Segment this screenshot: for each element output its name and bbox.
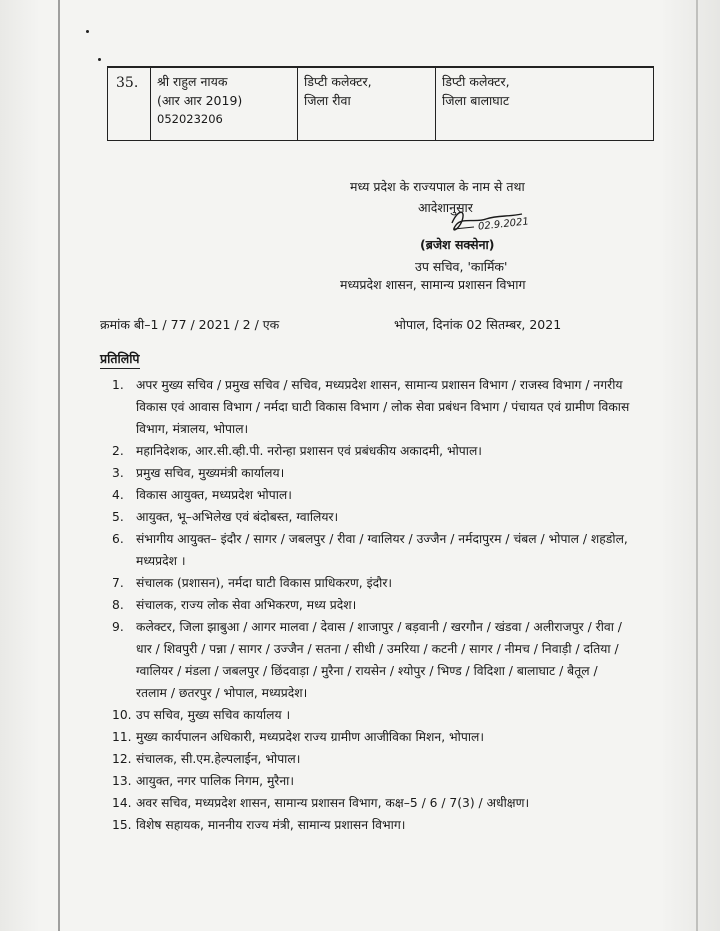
list-item-text: अवर सचिव, मध्यप्रदेश शासन, सामान्य प्रशासन विभाग, कक्ष–5 / 6 / 7(3) / अधीक्षण। [136, 796, 530, 810]
list-item [112, 814, 632, 836]
list-item-text: आयुक्त, नगर पालिक निगम, मुरैना। [136, 774, 295, 788]
list-item-number: 3. [112, 466, 124, 480]
list-item-number: 14. [112, 796, 132, 810]
list-item-number: 13. [112, 774, 132, 788]
list-item-number: 1. [112, 378, 124, 392]
list-item-number: 8. [112, 598, 124, 612]
list-item [112, 704, 632, 726]
list-item [112, 616, 632, 704]
order-number: क्रमांक बी–1 / 77 / 2021 / 2 / एक [100, 317, 280, 332]
list-item-text: महानिदेशक, आर.सी.व्ही.पी. नरोन्हा प्रशासन एवं प्रबंधकीय अकादमी, भोपाल। [136, 444, 482, 458]
list-item-text: संचालक (प्रशासन), नर्मदा घाटी विकास प्राधिकरण, इंदौर। [136, 576, 393, 590]
list-item [112, 572, 632, 594]
signatory-department: मध्यप्रदेश शासन, सामान्य प्रशासन विभाग [340, 277, 526, 292]
list-item-number: 4. [112, 488, 124, 502]
scan-border-left [58, 0, 60, 931]
list-item-text: उप सचिव, मुख्य सचिव कार्यालय । [136, 708, 291, 722]
list-item-number: 7. [112, 576, 124, 590]
list-item-text: अपर मुख्य सचिव / प्रमुख सचिव / सचिव, मध्यप्रदेश शासन, सामान्य प्रशासन विभाग / राजस्व विभाग / नगरीय विकास एवं आवास विभाग / नर्मदा घाटी विकास विभाग / लोक सेवा प्रबंधन विभाग / पंचायत एवं ग्रामीण विकास विभाग, मंत्रालय, भोपाल। [136, 378, 630, 436]
signatory-name: (ब्रजेश सक्सेना) [420, 237, 495, 252]
list-item-text: विशेष सहायक, माननीय राज्य मंत्री, सामान्य प्रशासन विभाग। [136, 818, 406, 832]
list-item-number: 11. [112, 730, 132, 744]
list-item-text: प्रमुख सचिव, मुख्यमंत्री कार्यालय। [136, 466, 285, 480]
list-item-number: 6. [112, 532, 124, 546]
list-item-number: 12. [112, 752, 132, 766]
scan-border-right [696, 0, 698, 931]
list-item-text: संचालक, सी.एम.हेल्पलाईन, भोपाल। [136, 752, 301, 766]
list-item-text: संभागीय आयुक्त– इंदौर / सागर / जबलपुर / रीवा / ग्वालियर / उज्जैन / नर्मदापुरम / चंबल / भोपाल / शहडोल, मध्यप्रदेश । [136, 532, 628, 568]
transfer-table-row [107, 66, 654, 141]
current-district: जिला रीवा [304, 93, 351, 108]
authority-line: मध्य प्रदेश के राज्यपाल के नाम से तथा [350, 179, 525, 194]
list-item [112, 506, 632, 528]
new-post: डिप्टी कलेक्टर, [442, 74, 510, 89]
copy-to-list [112, 374, 632, 836]
signature-date: 02.9.2021 [477, 216, 530, 233]
scan-speck [86, 30, 89, 33]
place-date: भोपाल, दिनांक 02 सितम्बर, 2021 [394, 317, 562, 332]
list-item-text: कलेक्टर, जिला झाबुआ / आगर मालवा / देवास / शाजापुर / बड़वानी / खरगौन / खंडवा / अलीराजपुर / रीवा / धार / शिवपुरी / पन्ना / सागर / उज्जैन / सतना / सीधी / उमरिया / कटनी / सागर / नीमच / निवाड़ी / दतिया / ग्वालियर / मंडला / जबलपुर / छिंदवाड़ा / मुरैना / रायसेन / श्योपुर / भिण्ड / विदिशा / बालाघाट / बैतूल / रतलाम / छतरपुर / भोपाल, मध्यप्रदेश। [136, 620, 622, 700]
list-item [112, 528, 632, 572]
current-posting-cell [297, 68, 435, 140]
list-item-number: 5. [112, 510, 124, 524]
new-posting-cell [435, 68, 653, 140]
list-item-number: 2. [112, 444, 124, 458]
serial-number: 35. [116, 75, 139, 91]
copy-to-heading: प्रतिलिपि [100, 351, 140, 366]
list-item [112, 484, 632, 506]
new-district: जिला बालाघाट [442, 93, 510, 108]
list-item [112, 594, 632, 616]
list-item-text: मुख्य कार्यपालन अधिकारी, मध्यप्रदेश राज्य ग्रामीण आजीविका मिशन, भोपाल। [136, 730, 485, 744]
list-item [112, 374, 632, 440]
order-line: आदेशानुसार [418, 200, 473, 215]
list-item-text: संचालक, राज्य लोक सेवा अभिकरण, मध्य प्रदेश। [136, 598, 357, 612]
officer-batch: (आर आर 2019) [157, 93, 243, 108]
list-item-text: विकास आयुक्त, मध्यप्रदेश भोपाल। [136, 488, 292, 502]
list-item-number: 9. [112, 620, 124, 634]
list-item [112, 462, 632, 484]
list-item [112, 770, 632, 792]
list-item [112, 748, 632, 770]
scan-speck [98, 58, 101, 61]
officer-name-cell [150, 68, 297, 140]
officer-name: श्री राहुल नायक [157, 74, 228, 89]
list-item [112, 440, 632, 462]
officer-id: 052023206 [157, 112, 223, 126]
list-item-number: 10. [112, 708, 132, 722]
list-item [112, 792, 632, 814]
list-item-text: आयुक्त, भू–अभिलेख एवं बंदोबस्त, ग्वालियर। [136, 510, 339, 524]
current-post: डिप्टी कलेक्टर, [304, 74, 372, 89]
list-item-number: 15. [112, 818, 132, 832]
list-item [112, 726, 632, 748]
signatory-designation: उप सचिव, 'कार्मिक' [415, 259, 508, 274]
